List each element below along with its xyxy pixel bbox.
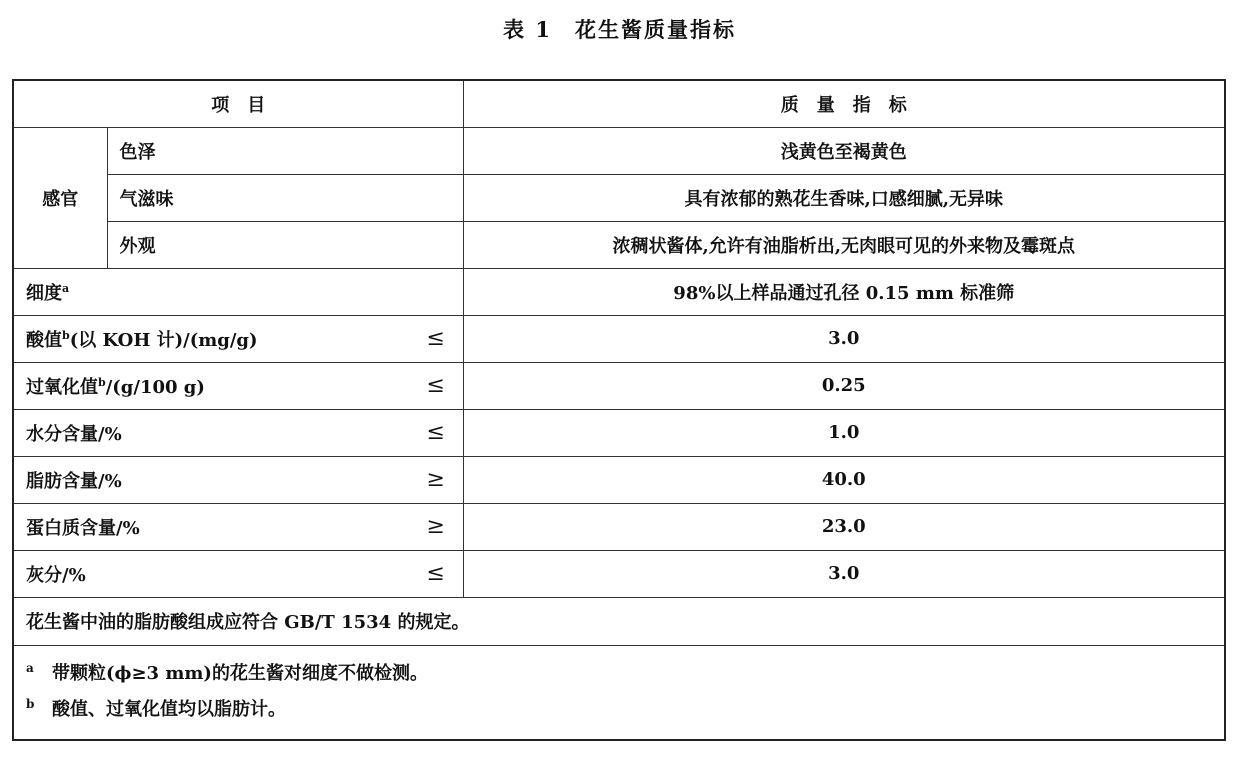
indicator-value: 0.25 [463,362,1225,409]
footnote-a: a 带颗粒(ϕ≥3 mm)的花生酱对细度不做检测。 [26,661,428,685]
table-row [13,174,1225,221]
header-item: 项 目 [13,80,463,127]
table-row [13,268,1225,315]
sensory-item-name: 气滋味 [107,174,463,221]
footnotes-row [13,645,1225,740]
sensory-item-value: 具有浓郁的熟花生香味,口感细腻,无异味 [463,174,1225,221]
fineness-name-cell [13,268,463,315]
indicator-unit: (以 KOH 计)/(mg/g) [69,329,258,351]
indicator-name: 酸值 [26,329,62,351]
table-note: 花生酱中油的脂肪酸组成应符合 GB/T 1534 的规定。 [13,597,1225,645]
indicator-unit: /(g/100 g) [105,376,205,398]
comparison-sign: ≤ [409,362,463,409]
footnote-text: 酸值、过氧化值均以脂肪计。 [52,699,286,721]
indicator-name: 脂肪含量/% [13,456,409,503]
table-row [13,127,1225,174]
comparison-sign: ≤ [409,315,463,362]
table-row [13,221,1225,268]
table-row [13,550,1225,597]
indicator-value: 3.0 [463,315,1225,362]
indicator-name: 过氧化值 [26,376,98,398]
comparison-sign: ≤ [409,550,463,597]
note-row [13,597,1225,645]
footnote-text: 带颗粒(ϕ≥3 mm)的花生酱对细度不做检测。 [52,663,428,685]
comparison-sign: ≤ [409,409,463,456]
comparison-sign: ≥ [409,456,463,503]
footnotes [13,645,1225,740]
table-row [13,409,1225,456]
table-row [13,315,1225,362]
header-row [13,80,1225,127]
sensory-item-value: 浅黄色至褐黄色 [463,127,1225,174]
fineness-value: 98%以上样品通过孔径 0.15 mm 标准筛 [463,268,1225,315]
indicator-name: 灰分/% [13,550,409,597]
footnote-ref: b [98,375,106,389]
indicator-name: 蛋白质含量/% [13,503,409,550]
table-row [13,503,1225,550]
table-title: 表 1 花生酱质量指标 [503,17,736,42]
header-value: 质 量 指 标 [463,80,1225,127]
indicator-name-cell [13,362,409,409]
table-row [13,456,1225,503]
sensory-item-value: 浓稠状酱体,允许有油脂析出,无肉眼可见的外来物及霉斑点 [463,221,1225,268]
sensory-category: 感官 [13,127,107,268]
indicator-name: 水分含量/% [13,409,409,456]
fineness-name: 细度 [26,282,62,304]
indicator-value: 23.0 [463,503,1225,550]
footnote-ref: b [62,328,70,342]
indicator-value: 3.0 [463,550,1225,597]
footnote-ref: a [62,281,70,295]
comparison-sign: ≥ [409,503,463,550]
sensory-item-name: 外观 [107,221,463,268]
quality-table [12,79,1226,741]
indicator-value: 40.0 [463,456,1225,503]
table-row [13,362,1225,409]
indicator-value: 1.0 [463,409,1225,456]
footnote-b: b 酸值、过氧化值均以脂肪计。 [26,697,286,721]
indicator-name-cell [13,315,409,362]
sensory-item-name: 色泽 [107,127,463,174]
